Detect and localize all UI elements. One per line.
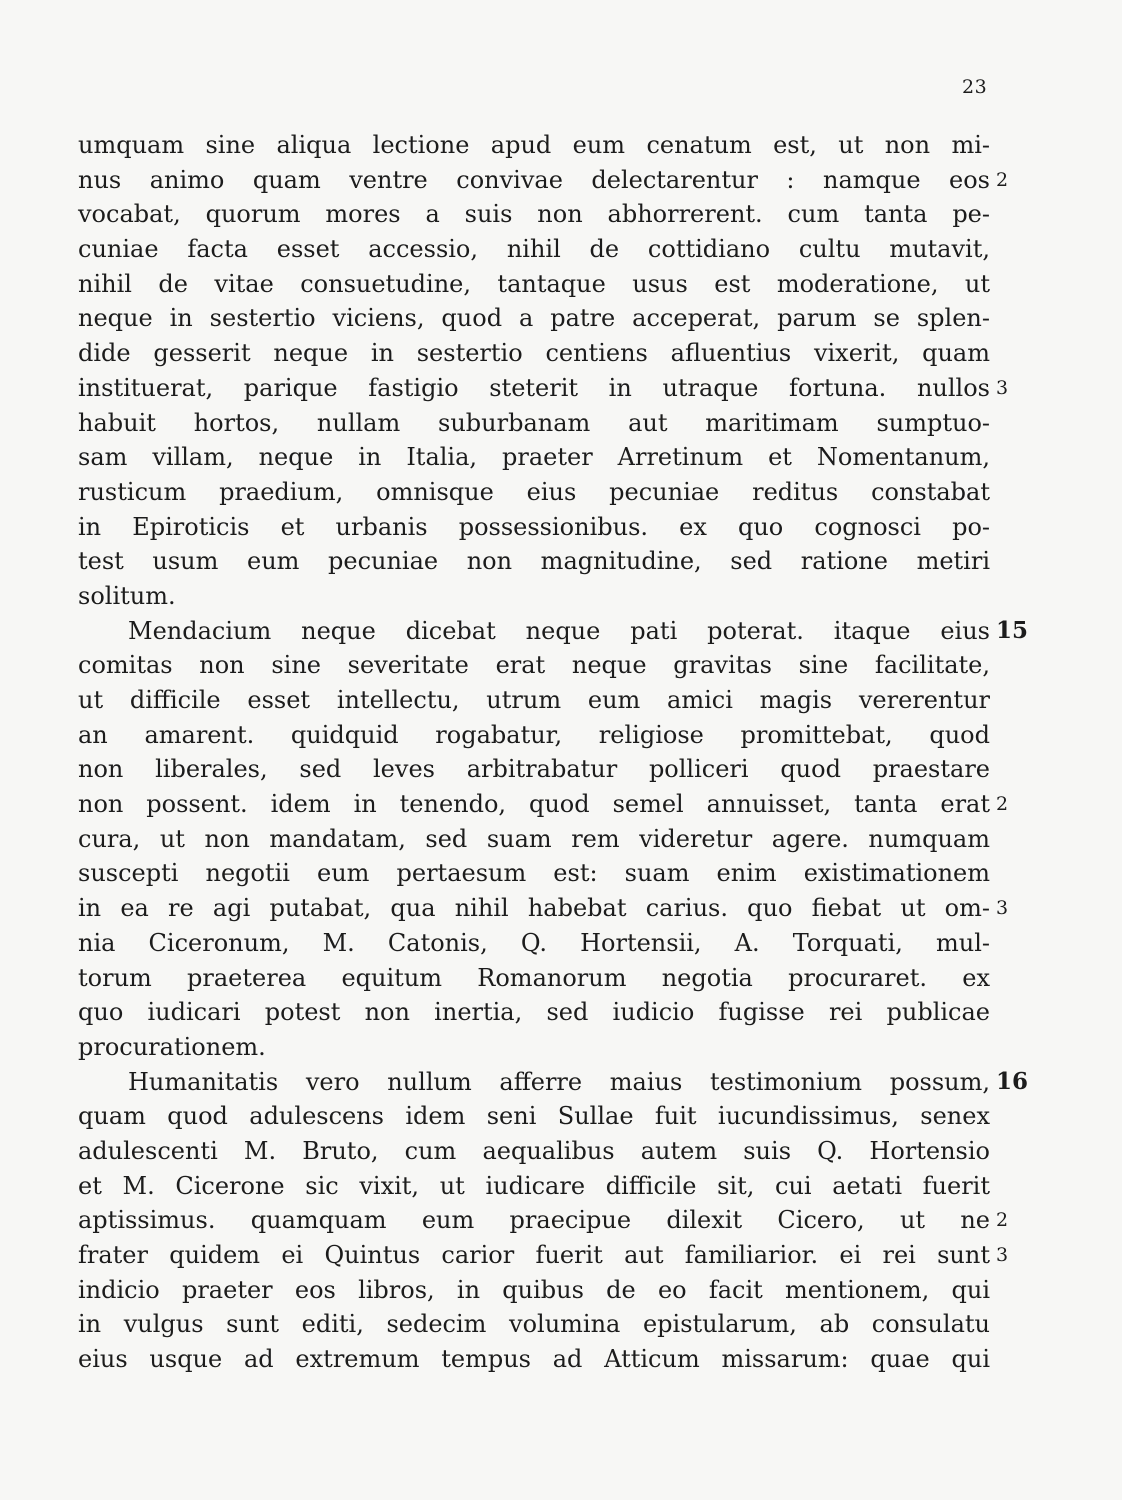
text-line: umquam sine aliqua lectione apud eum cenatum est, ut non mi- xyxy=(78,131,990,159)
text-line: quam quod adulescens idem seni Sullae fuit iucundissimus, senex xyxy=(78,1102,990,1131)
section-number: 3 xyxy=(996,376,1009,399)
text-line: Mendacium neque dicebat neque pati poterat. itaque eius 15 xyxy=(78,614,990,649)
text-line: nia Ciceronum, M. Catonis, Q. Hortensii, A. Torquati, mul- xyxy=(78,928,990,957)
text-line: solitum. xyxy=(78,581,176,610)
text-line: eius usque ad extremum tempus ad Atticum missarum: quae qui xyxy=(78,1345,990,1374)
text-line: Humanitatis vero nullum afferre maius testimonium possum, 16 xyxy=(78,1065,990,1100)
text-line: non liberales, sed leves arbitrabatur polliceri quod praestare xyxy=(78,755,990,784)
section-number: 2 xyxy=(996,1209,1009,1232)
text-line: frater quidem ei Quintus carior fuerit aut familiarior. ei rei sunt 3 xyxy=(78,1238,990,1273)
text-line: in ea re agi putabat, qua nihil habebat carius. quo fiebat ut om- 3 xyxy=(78,891,990,926)
body-text xyxy=(78,128,1029,1377)
text-line: nihil de vitae consuetudine, tantaque usus est moderatione, ut xyxy=(78,269,990,298)
chapter-number: 15 xyxy=(996,616,1029,644)
text-line: habuit hortos, nullam suburbanam aut maritimam sumptuo- xyxy=(78,408,990,437)
section-number: 3 xyxy=(996,1244,1009,1266)
text-line: an amarent. quidquid rogabatur, religiose promittebat, quod xyxy=(78,720,990,749)
text-line: adulescenti M. Bruto, cum aequalibus autem suis Q. Hortensio xyxy=(78,1136,990,1165)
text-line: rusticum praedium, omnisque eius pecuniae reditus constabat xyxy=(78,477,990,506)
text-line: quo iudicari potest non inertia, sed iudicio fugisse rei publicae xyxy=(78,998,990,1027)
text-line: aptissimus. quamquam eum praecipue dilexit Cicero, ut ne 2 xyxy=(78,1203,990,1238)
section-number: 2 xyxy=(996,168,1009,191)
text-line: torum praeterea equitum Romanorum negotia procuraret. ex xyxy=(78,963,990,992)
page-number: 23 xyxy=(962,76,988,98)
text-line: dide gesserit neque in sestertio centiens afluentius vixerit, quam xyxy=(78,339,990,368)
text-line: vocabat, quorum mores a suis non abhorrerent. cum tanta pe- xyxy=(78,200,990,229)
text-line: comitas non sine severitate erat neque gravitas sine facilitate, xyxy=(78,651,990,680)
text-line: in Epiroticis et urbanis possessionibus. ex quo cognosci po- xyxy=(78,512,990,541)
text-line: ut difficile esset intellectu, utrum eum amici magis vererentur xyxy=(78,686,990,714)
text-line: instituerat, parique fastigio steterit in utraque fortuna. nullos 3 xyxy=(78,371,990,406)
text-line: et M. Cicerone sic vixit, ut iudicare difficile sit, cui aetati fuerit xyxy=(78,1171,990,1200)
text-line: cuniae facta esset accessio, nihil de cottidiano cultu mutavit, xyxy=(78,235,990,264)
text-line: non possent. idem in tenendo, quod semel annuisset, tanta erat 2 xyxy=(78,787,990,822)
text-line: sam villam, neque in Italia, praeter Arretinum et Nomentanum, xyxy=(78,443,990,472)
text-line: neque in sestertio viciens, quod a patre acceperat, parum se splen- xyxy=(78,304,990,333)
section-number: 3 xyxy=(996,897,1009,920)
section-number: 2 xyxy=(996,793,1009,816)
chapter-number: 16 xyxy=(996,1067,1029,1095)
text-line: in vulgus sunt editi, sedecim volumina epistularum, ab consulatu xyxy=(78,1310,990,1339)
text-line: test usum eum pecuniae non magnitudine, sed ratione metiri xyxy=(78,547,990,576)
text-line: procurationem. xyxy=(78,1032,266,1061)
text-line: nus animo quam ventre convivae delectarentur : namque eos 2 xyxy=(78,163,990,198)
text-line: cura, ut non mandatam, sed suam rem videretur agere. numquam xyxy=(78,824,990,853)
text-line: suscepti negotii eum pertaesum est: suam enim existimationem xyxy=(78,859,990,888)
text-line: indicio praeter eos libros, in quibus de eo facit mentionem, qui xyxy=(78,1275,990,1304)
